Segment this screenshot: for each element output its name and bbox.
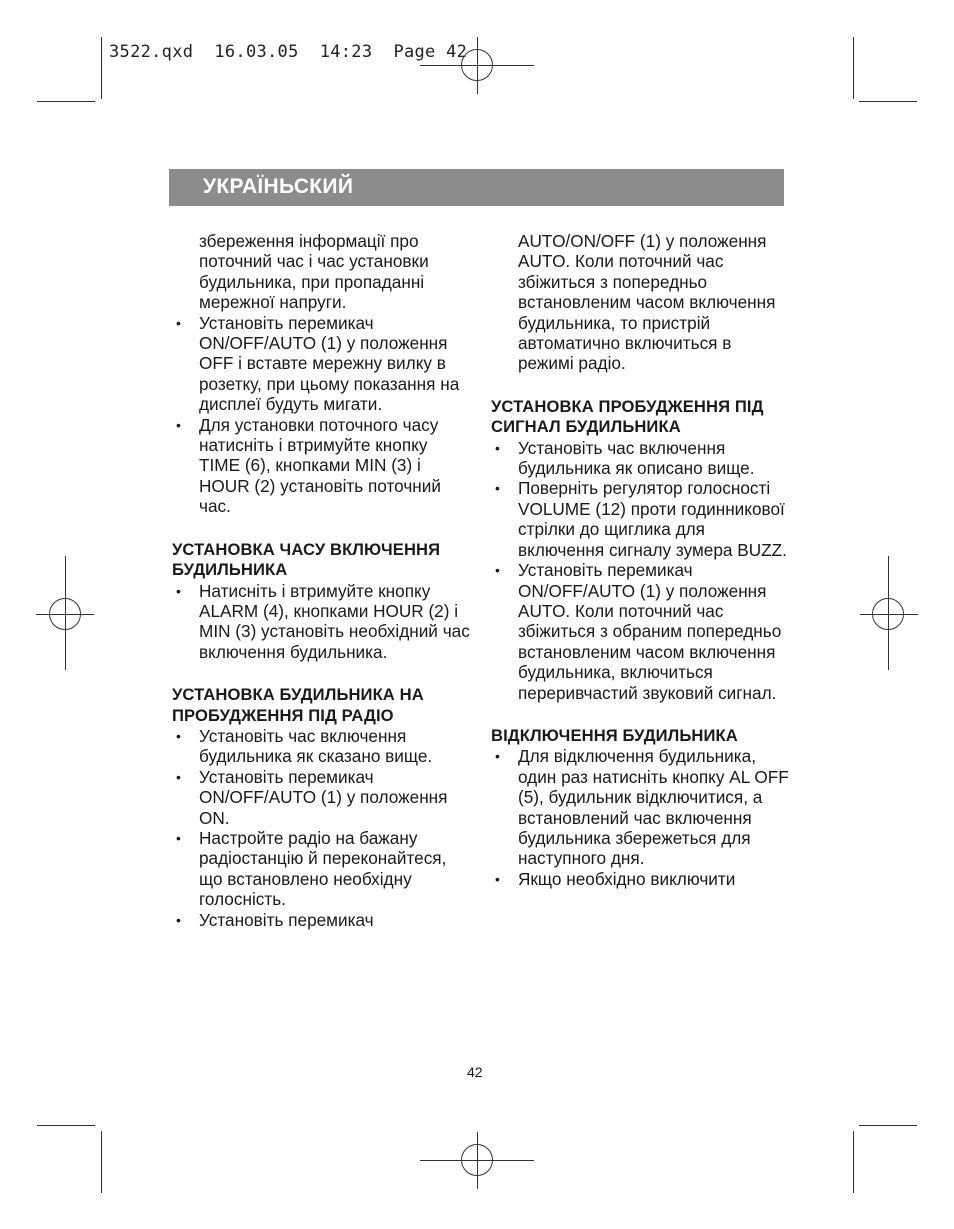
printer-slug: 3522.qxd 16.03.05 14:23 Page 42	[109, 42, 468, 62]
list-item: • Установіть перемикач ON/OFF/AUTO (1) у положення AUTO. Коли поточний час збіжиться з обраним попередньо встановленим часом включення будильника, включиться переривчастий звуковий сигнал.	[495, 560, 782, 703]
list-item: • Установіть перемикач ON/OFF/AUTO (1) у положення ON.	[176, 766, 448, 828]
list-item: • Натисніть і втримуйте кнопку ALARM (4), кнопками HOUR (2) і MIN (3) установіть необхідний час включення будильника.	[176, 580, 470, 662]
section-heading-alarm-time: УСТАНОВКА ЧАСУ ВКЛЮЧЕННЯ БУДИЛЬНИКА	[172, 539, 441, 580]
list-item: • Поверніть регулятор голосності VOLUME (12) проти годинникової стрілки до щиглика для включення сигналу зумера BUZZ.	[495, 478, 787, 560]
section-heading-alarm-off: ВІДКЛЮЧЕННЯ БУДИЛЬНИКА	[491, 725, 738, 745]
right-column	[491, 231, 791, 889]
list-item: • Установіть перемикач	[176, 909, 374, 930]
left-column	[172, 231, 472, 930]
section-heading-radio-wake: УСТАНОВКА БУДИЛЬНИКА НА ПРОБУДЖЕННЯ ПІД РАДІО	[172, 685, 424, 725]
list-item: • Для установки поточного часу натисніть і втримуйте кнопку TIME (6), кнопками MIN (3) і HOUR (2) установіть поточний час.	[176, 414, 441, 517]
page-number: 42	[467, 1064, 483, 1080]
list-item: • Установіть час включення будильника як сказано вище.	[176, 725, 433, 767]
list-item: • Для відключення будильника, один раз натисніть кнопку AL OFF (5), будильник відключитися, а встановлений час включення будильника збережеться для наступного дня.	[495, 746, 789, 869]
language-header-bar	[169, 169, 784, 206]
list-item: • Якщо необхідно виключити	[495, 868, 736, 889]
language-title: УКРАЇНЬСКИЙ	[203, 175, 354, 198]
list-item: • Настройте радіо на бажану радіостанцію й переконайтеся, що встановлено необхідну голосність.	[176, 827, 447, 910]
section-heading-buzzer-wake: УСТАНОВКА ПРОБУДЖЕННЯ ПІД СИГНАЛ БУДИЛЬНИКА	[491, 396, 764, 437]
intro-paragraph: збереження інформації про поточний час і час установки будильника, при пропаданні мережної напруги.	[199, 231, 429, 313]
continuation-paragraph: AUTO/ON/OFF (1) у положення AUTO. Коли поточний час збіжиться з попередньо встановленим часом включення будильника, то пристрій автоматично включиться в режимі радіо.	[518, 231, 776, 374]
list-item: • Установіть перемикач ON/OFF/AUTO (1) у положення OFF і вставте мережну вилку в розетку, при цьому показання на дисплеї будуть мигати.	[176, 312, 460, 415]
list-item: • Установіть час включення будильника як описано вище.	[495, 437, 755, 479]
